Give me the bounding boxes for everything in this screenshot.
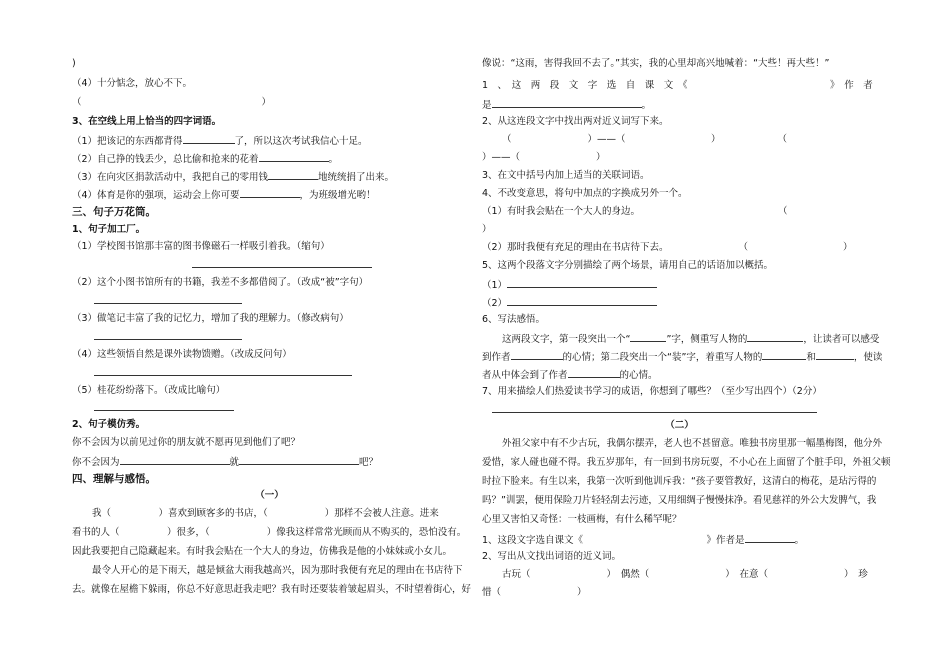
answer-blank[interactable]: [745, 533, 795, 543]
passage-line: 像说：“这雨，害得我回不去了。”其实，我的心里却高兴地喊着：“大些！再大些！”: [482, 58, 830, 69]
answer-line[interactable]: [94, 303, 242, 304]
question-item: （4）这些领悟自然是课外读物馈赠。（改成反问句）: [72, 349, 292, 360]
section-4-title: 四、理解与感悟。: [72, 473, 156, 485]
question-item: 7、用来描绘人们热爱读书学习的成语，你想到了哪些？（至少写出四个）（2分）: [482, 386, 822, 397]
passage-line: 去。就像在屋檐下躲雨，你总不好意思赶我走吧？我有时还要装着皱起眉头，不时望着街心，好: [72, 584, 472, 595]
question-item: （5）桂花纷纷落下。（改成比喻句）: [72, 385, 226, 396]
question-item: （1）: [482, 278, 657, 292]
answer-blank[interactable]: [747, 332, 803, 342]
answer-line[interactable]: [94, 339, 242, 340]
answer-blank[interactable]: [120, 455, 230, 465]
question-item: （3）做笔记丰富了我的记忆力，增加了我的理解力。（修改病句）: [72, 313, 349, 324]
question-item: 4、不改变意思，将句中加点的字换成另外一个。: [482, 188, 688, 199]
question-item: 2、从这连段文字中找出两对近义词写下来。: [482, 116, 669, 127]
question-item: 惜（ ）: [482, 587, 587, 598]
answer-blank[interactable]: [507, 296, 657, 306]
section-3-title: 三、句子万花筒。: [72, 206, 156, 218]
answer-blank[interactable]: [511, 350, 563, 360]
question-item: （1）把该记的东西都背得 了，所以这次考试我信心十足。: [72, 136, 368, 147]
passage-line: 吗？”训罢，便用保险刀片轻轻刮去污迹，又用细绸子慢慢抹净。看见慈祥的外公大发脾气，我: [482, 495, 877, 506]
answer-blank[interactable]: [268, 170, 318, 180]
passage-line: 爱惜，家人碰也碰不得。我五岁那年，有一回到书房玩耍，不小心在上面留了个脏手印，外祖父顿: [482, 457, 891, 468]
answer-blank[interactable]: [507, 278, 657, 288]
answer-blank[interactable]: [259, 152, 329, 162]
passage-line: 看书的人（ ）很多，（ ）像我这样常常光顾而从不购买的，恐怕没有。: [72, 527, 467, 538]
text-line: （4）十分惦念，放心不下。: [72, 78, 193, 89]
question-item: （1）学校图书馆那丰富的图书像磁石一样吸引着我。（缩句）: [72, 241, 330, 252]
answer-line[interactable]: [94, 410, 234, 411]
passage-line: 心里又害怕又奇怪：一枝画梅，有什么稀罕呢？: [482, 514, 682, 525]
question-item: 者从中体会到了作者 的心情。: [482, 370, 658, 381]
answer-blank[interactable]: [240, 188, 300, 198]
right-column: [482, 0, 891, 672]
answer-blank[interactable]: [762, 350, 806, 360]
question-item: 到作者 的心情；第二段突出一个“装”字，着重写人物的 和 ，使读: [482, 352, 883, 363]
answer-blank[interactable]: [630, 332, 666, 342]
left-column: [72, 0, 472, 672]
question-item: （4）体育是你的强项，运动会上你可要 ，为班级增光哟！: [72, 190, 376, 201]
answer-bracket: （ ）——（ ） （: [502, 134, 788, 145]
passage-2-title: （二）: [665, 420, 694, 431]
passage-line: 时拉下脸来。有生以来，我第一次听到他训斥我：“孩子要管教好，这清白的梅花，是玷污得的: [482, 476, 877, 487]
question-item: （2）那时我便有充足的理由在书店待下去。 （ ）: [482, 242, 853, 253]
question-item: 你不会因为以前见过你的朋友就不愿再见到他们了吧？: [72, 437, 301, 448]
answer-blank[interactable]: [492, 98, 642, 108]
question-item: 2、写出从文找出词语的近义词。: [482, 551, 622, 562]
answer-line[interactable]: [192, 267, 372, 268]
passage-line: 外祖父家中有不少古玩，我偶尔摆弄，老人也不甚留意。唯独书房里那一幅墨梅图，他分外: [502, 438, 883, 449]
passage-1-title: （一）: [255, 490, 284, 501]
passage-line: 我（ ）喜欢到顾客多的书店，（ ）那样不会被人注意。进来: [92, 508, 439, 519]
question-item: （2）: [482, 296, 657, 310]
question-item: 这两段文字，第一段突出一个“ ”字，侧重写人物的 ，让读者可以感受: [502, 334, 880, 345]
passage-line: 因此我要把自己隐藏起来。有时我会贴在一个大人的身边，仿佛我是他的小妹妹或小女儿。: [72, 546, 453, 557]
answer-blank[interactable]: [816, 350, 854, 360]
question-item: 你不会因为 就 吧？: [72, 457, 379, 468]
question-3-title: 3、在空线上用上恰当的四字词语。: [72, 116, 222, 127]
subsection-title: 1、句子加工厂。: [72, 224, 146, 235]
text-line: ): [72, 58, 76, 69]
question-item: （2）这个小图书馆所有的书籍，我差不多都借阅了。（改成“被”字句）: [72, 277, 369, 288]
question-item: 古玩（ ） 偶然（ ） 在意（ ） 珍: [502, 569, 868, 580]
question-item: 5、这两个段落文字分别描绘了两个场景，请用自己的话语加以概括。: [482, 260, 774, 271]
answer-line[interactable]: [94, 375, 352, 376]
question-item: （2）自己挣的钱丢少，总比偷和抢来的花着 。: [72, 154, 339, 165]
answer-bracket: ）: [482, 224, 492, 235]
question-item: 1 、 这 两 段 文 字 选 自 课 文 《 》 作 者: [482, 80, 873, 91]
question-item: 6、写法感悟。: [482, 314, 546, 325]
answer-line[interactable]: [492, 412, 817, 413]
question-item: （1）有时我会贴在一个大人的身边。 （: [482, 206, 788, 217]
question-item: 是 。: [482, 100, 652, 111]
answer-bracket: （ ）: [72, 97, 272, 108]
question-item: （3）在向灾区捐款活动中，我把自己的零用钱 地统统捐了出来。: [72, 172, 395, 183]
question-item: 1、这段文字选自课文《 》作者是 。: [482, 535, 805, 546]
passage-line: 最令人开心的是下雨天，越是倾盆大雨我越高兴，因为那时我便有充足的理由在书店待下: [92, 565, 463, 576]
answer-blank[interactable]: [183, 134, 235, 144]
answer-bracket: ）——（ ）: [482, 152, 606, 163]
answer-blank[interactable]: [568, 368, 620, 378]
question-item: 3、在文中括号内加上适当的关联词语。: [482, 170, 650, 181]
answer-blank[interactable]: [239, 455, 359, 465]
subsection-title: 2、句子模仿秀。: [72, 419, 146, 430]
